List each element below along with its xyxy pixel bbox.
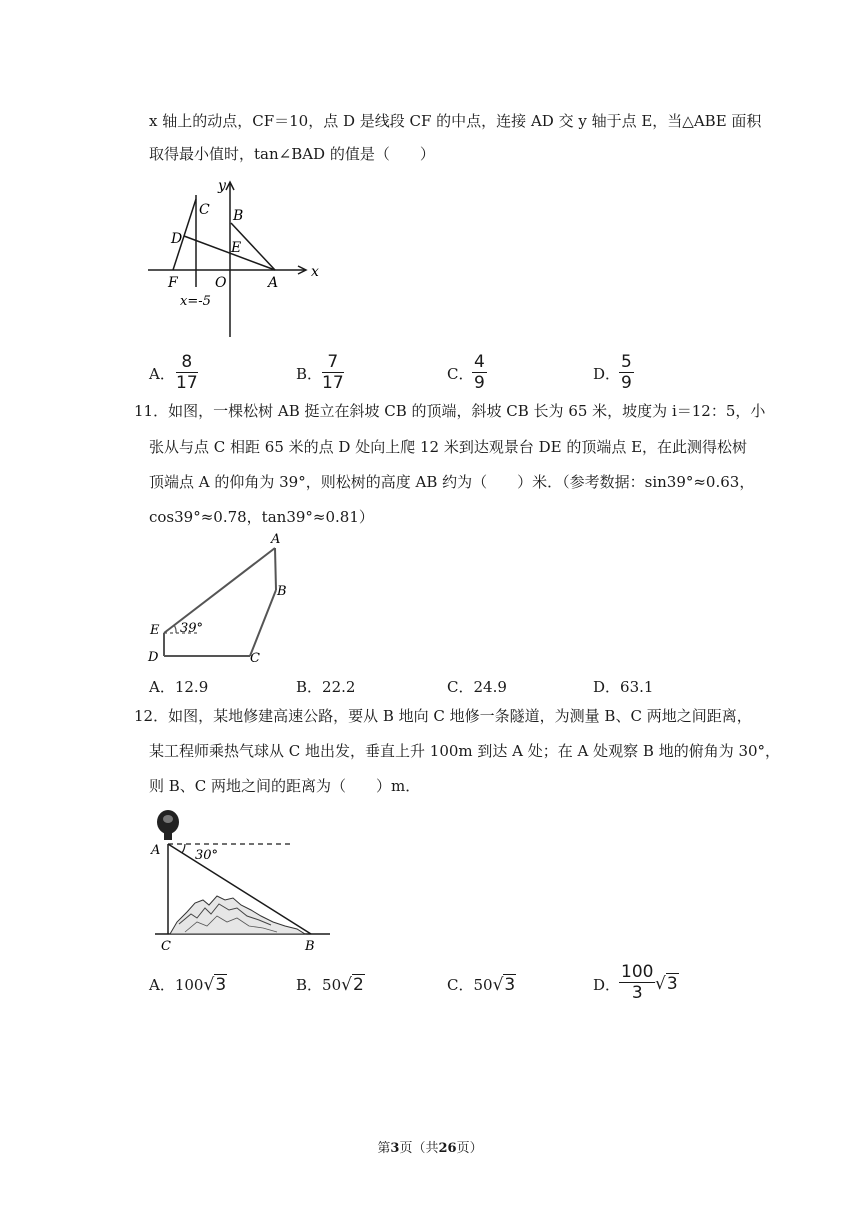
label-c: C: [250, 651, 260, 666]
q12-option-c: [447, 974, 516, 995]
q12-balloon-figure: [145, 808, 335, 956]
label-line-eq: x=-5: [180, 294, 211, 309]
q11-text-line-3: 顶端点 A 的仰角为 39°，则松树的高度 AB 约为（ ）米．（参考数据：sin39°≈0.63，: [149, 473, 755, 491]
hot-air-balloon-icon: [157, 810, 179, 840]
q11-text-line-2: 张从与点 C 相距 65 米的点 D 处向上爬 12 米到达观景台 DE 的顶端点 E，在此测得松树: [149, 438, 748, 456]
angle-arc-icon: [174, 625, 176, 633]
label-c: C: [161, 939, 171, 954]
fraction-denominator: 3: [631, 983, 643, 1003]
fraction-denominator: 9: [474, 373, 485, 393]
segment-bc: [250, 590, 276, 656]
label-c: C: [199, 202, 210, 218]
label-f: F: [168, 275, 178, 291]
q10-option-b-fraction: [322, 352, 344, 393]
coefficient: 50: [473, 976, 493, 994]
q12-text-line-2: 某工程师乘热气球从 C 地出发，垂直上升 100m 到达 A 处；在 A 处观察 B 地的俯角为 30°，: [149, 742, 781, 760]
q10-option-d-label: D．: [593, 365, 621, 383]
fraction-numerator: 4: [474, 352, 485, 372]
fraction-denominator: 17: [176, 373, 198, 393]
q11-option-c: C．24.9: [447, 678, 507, 696]
footer-prefix: 第: [377, 1141, 391, 1156]
q12-text-line-1: 12．如图，某地修建高速公路，要从 B 地向 C 地修一条隧道，为测量 B、C 两地之间距离，: [134, 707, 752, 725]
label-angle: 30°: [195, 848, 219, 863]
option-label: C．: [447, 976, 474, 994]
q12-option-d-sqrt: [655, 974, 679, 994]
q10-text-line-2: 取得最小值时，tan∠BAD 的值是（ ）: [149, 145, 435, 163]
sqrt-expression: √2: [341, 975, 364, 995]
q10-option-b-label: B．: [296, 365, 323, 383]
fraction-numerator: 8: [176, 352, 198, 373]
q12-option-d-fraction: [619, 962, 655, 1003]
label-d: D: [148, 650, 159, 665]
q10-text-line-1: x 轴上的动点，CF＝10，点 D 是线段 CF 的中点，连接 AD 交 y 轴于点 E，当△ABE 面积: [149, 112, 762, 130]
label-a: A: [271, 532, 281, 547]
q10-option-d-fraction: [619, 352, 634, 393]
q12-option-a: [149, 974, 227, 995]
label-y: y: [218, 178, 226, 194]
label-b: B: [233, 208, 244, 224]
label-e: E: [150, 623, 160, 638]
angle-arc-icon: [182, 844, 185, 853]
q11-slope-figure: [145, 528, 305, 670]
q12-option-b: [296, 974, 365, 995]
q10-coordinate-figure: [140, 175, 330, 345]
q11-text-line-1: 11．如图，一棵松树 AB 挺立在斜坡 CB 的顶端，斜坡 CB 长为 65 米，坡度为 i＝12：5，小: [134, 402, 766, 420]
footer-page-number: 3: [390, 1141, 400, 1156]
label-o: O: [215, 275, 227, 291]
label-x: x: [311, 264, 319, 280]
label-a: A: [268, 275, 279, 291]
radicand: 3: [504, 975, 516, 995]
footer-middle: 页（共: [399, 1141, 439, 1156]
sqrt-expression: √3: [203, 975, 227, 995]
sqrt-expression: √3: [492, 975, 516, 995]
radicand: 2: [352, 975, 364, 995]
label-b: B: [305, 939, 315, 954]
option-label: B．: [296, 976, 323, 994]
sqrt-expression: √3: [655, 974, 678, 994]
footer-suffix: 页）: [456, 1141, 483, 1156]
label-a: A: [151, 843, 161, 858]
fraction-denominator: 17: [322, 373, 344, 393]
q11-option-d: D．63.1: [593, 678, 654, 696]
q11-option-a: A．12.9: [149, 678, 209, 696]
q12-option-d-label: D．: [593, 976, 621, 994]
fraction-numerator: 100: [621, 962, 654, 982]
q10-option-c-label: C．: [447, 365, 474, 383]
coefficient: 50: [322, 976, 342, 994]
segment-ab: [275, 548, 276, 590]
label-b: B: [277, 584, 287, 599]
radicand: 3: [666, 974, 678, 994]
q11-text-line-4: cos39°≈0.78，tan39°≈0.81）: [149, 508, 374, 526]
fraction-denominator: 9: [621, 373, 632, 393]
q10-option-c-fraction: [472, 352, 487, 393]
fraction-numerator: 7: [322, 352, 344, 373]
label-d: D: [171, 231, 183, 247]
option-label: A．: [149, 976, 175, 994]
fraction-numerator: 5: [621, 352, 632, 372]
coefficient: 100: [174, 976, 204, 994]
q11-option-b: B．22.2: [296, 678, 356, 696]
q10-option-a-fraction: [176, 352, 198, 393]
radicand: 3: [215, 975, 227, 995]
page-footer: [0, 1137, 860, 1156]
label-angle: 39°: [180, 621, 204, 636]
q12-text-line-3: 则 B、C 两地之间的距离为（ ）m．: [149, 777, 421, 795]
q10-option-a-label: A．: [149, 365, 175, 383]
footer-total-pages: 26: [438, 1141, 457, 1156]
label-e: E: [231, 240, 242, 256]
